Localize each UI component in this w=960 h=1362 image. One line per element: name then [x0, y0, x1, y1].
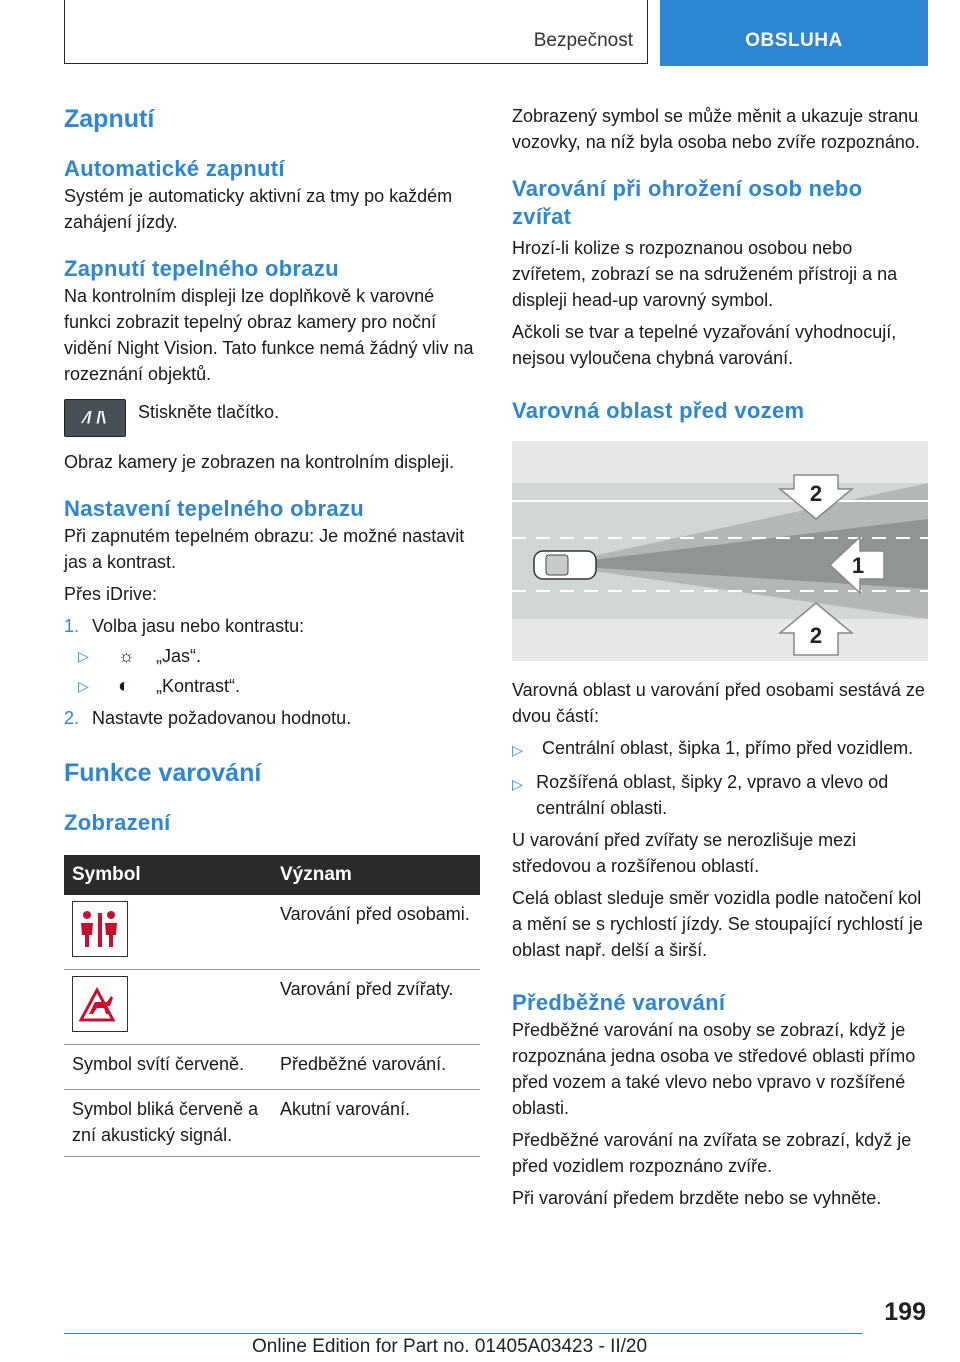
- chapter-title: OBSLUHA: [745, 30, 843, 51]
- right-column: [512, 95, 928, 1211]
- list-text: Volba jasu nebo kontrastu:: [92, 616, 305, 636]
- bullet-text: Centrální oblast, šipka 1, přímo před vozidlem.: [542, 738, 914, 758]
- heading-auto: Automatické zapnutí: [64, 156, 285, 181]
- list-number: 1.: [64, 616, 80, 636]
- warning-area-figure: [512, 441, 928, 661]
- list-item: [64, 613, 480, 639]
- sub-item-text: „Kontrast“.: [156, 676, 241, 696]
- triangle-bullet-icon: ▷: [512, 776, 523, 792]
- paragraph-idrive: Přes iDrive:: [64, 584, 158, 604]
- page-header: [64, 0, 928, 66]
- sub-item-jas: [78, 643, 480, 669]
- paragraph-predbezne-3: Při varování předem brzděte nebo se vyhněte.: [512, 1188, 882, 1208]
- table-row: [64, 970, 480, 1045]
- list-text: Nastavte požadovanou hodnotu.: [92, 708, 352, 728]
- heading-predbezne: Předběžné varování: [512, 990, 726, 1015]
- heading-funkce: Funkce varování: [64, 759, 262, 787]
- col-header-meaning: Význam: [272, 855, 480, 895]
- table-cell: [64, 970, 272, 1045]
- paragraph-predbezne-1: Předběžné varování na osoby se zobrazí, když je rozpoznána jedna osoba ve středové oblasti přímo před vozem a také vlevo nebo vpravo v rozšířené oblasti.: [512, 1020, 916, 1118]
- section-title: Bezpečnost: [533, 30, 633, 51]
- table-cell: Symbol bliká červeně a zní akustický signál.: [64, 1090, 272, 1157]
- paragraph-tepelny: Na kontrolním displeji lze doplňkově k varovné funkci zobrazit tepelný obraz kamery pro noční vidění Night Vision. Tato funkce nemá žádný vliv na rozeznání objektů.: [64, 286, 474, 384]
- symbol-table: [64, 855, 480, 1157]
- paragraph-ohrozeni-1: Hrozí-li kolize s rozpoznanou osobou nebo zvířetem, zobrazí se na sdruženém přístroji a na displeji head-up varovný symbol.: [512, 238, 898, 310]
- paragraph-camera: Obraz kamery je zobrazen na kontrolním displeji.: [64, 452, 455, 472]
- heading-nastaveni: Nastavení tepelného obrazu: [64, 496, 364, 521]
- table-cell: Symbol svítí červeně.: [64, 1045, 272, 1090]
- arrow-label-1: 1: [851, 553, 865, 578]
- table-row: [64, 1090, 480, 1157]
- pedestrian-warning-icon: [72, 901, 128, 957]
- paragraph-predbezne-2: Předběžné varování na zvířata se zobrazí, když je před vozidlem rozpoznáno zvíře.: [512, 1130, 912, 1176]
- table-cell: Předběžné varování.: [272, 1045, 480, 1090]
- paragraph-ohrozeni-2: Ačkoli se tvar a tepelné vyzařování vyhodnocují, nejsou vyloučena chybná varování.: [512, 322, 897, 368]
- table-cell: Varování před zvířaty.: [272, 970, 480, 1045]
- heading-ohrozeni: Varování při ohrožení osob nebo zvířat: [512, 176, 863, 229]
- page-number: 199: [884, 1298, 926, 1326]
- heading-zapnuti: Zapnutí: [64, 105, 155, 133]
- bullet-item: [512, 769, 928, 821]
- list-number: 2.: [64, 708, 80, 728]
- table-cell: [64, 895, 272, 970]
- paragraph-auto: Systém je automaticky aktivní za tmy po každém zahájení jízdy.: [64, 186, 453, 232]
- animal-warning-icon: [72, 976, 128, 1032]
- sub-item-text: „Jas“.: [156, 646, 201, 666]
- press-button-text: Stiskněte tlačítko.: [138, 402, 280, 422]
- arrow-label-2-top: 2: [809, 481, 823, 506]
- left-column: [64, 95, 480, 1157]
- col-header-symbol: Symbol: [64, 855, 272, 895]
- paragraph-symbol: Zobrazený symbol se může měnit a ukazuje stranu vozovky, na níž byla osoba nebo zvíře rozpoznáno.: [512, 106, 920, 152]
- paragraph-zvirata: U varování před zvířaty se nerozlišuje mezi středovou a rozšířenou oblastí.: [512, 830, 857, 876]
- list-item: [64, 705, 480, 731]
- contrast-icon: ◐: [118, 675, 131, 697]
- table-row: [64, 895, 480, 970]
- sub-item-kontrast: [78, 673, 480, 699]
- brightness-icon: ☼: [118, 646, 135, 666]
- bullet-item: [512, 735, 928, 763]
- table-cell: Akutní varování.: [272, 1090, 480, 1157]
- paragraph-cela: Celá oblast sleduje směr vozidla podle natočení kol a mění se s rychlostí jízdy. Se stoupající rychlostí je oblast např. delší a širší.: [512, 888, 923, 960]
- paragraph-oblast: Varovná oblast u varování před osobami sestává ze dvou částí:: [512, 680, 925, 726]
- bullet-text: Rozšířená oblast, šipky 2, vpravo a vlevo od centrální oblasti.: [536, 772, 889, 818]
- section-tab: [64, 0, 648, 64]
- night-vision-glyph: ⁄/ /\: [84, 408, 106, 427]
- arrow-label-2-bottom: 2: [809, 623, 823, 648]
- table-header-row: [64, 855, 480, 895]
- footer-divider: [64, 1333, 862, 1334]
- footer-edition: Online Edition for Part no. 01405A03423 - II/20: [252, 1336, 648, 1357]
- table-cell: Varování před osobami.: [272, 895, 480, 970]
- paragraph-nastaveni: Při zapnutém tepelném obrazu: Je možné nastavit jas a kontrast.: [64, 526, 465, 572]
- heading-tepelny: Zapnutí tepelného obrazu: [64, 256, 339, 281]
- table-row: [64, 1045, 480, 1090]
- triangle-bullet-icon: ▷: [78, 648, 89, 664]
- night-vision-button-icon: [64, 399, 126, 437]
- triangle-bullet-icon: ▷: [512, 742, 523, 758]
- heading-zobrazeni: Zobrazení: [64, 810, 171, 835]
- chapter-tab: [660, 0, 928, 66]
- button-instruction: [64, 399, 480, 437]
- heading-oblast: Varovná oblast před vozem: [512, 398, 805, 423]
- triangle-bullet-icon: ▷: [78, 678, 89, 694]
